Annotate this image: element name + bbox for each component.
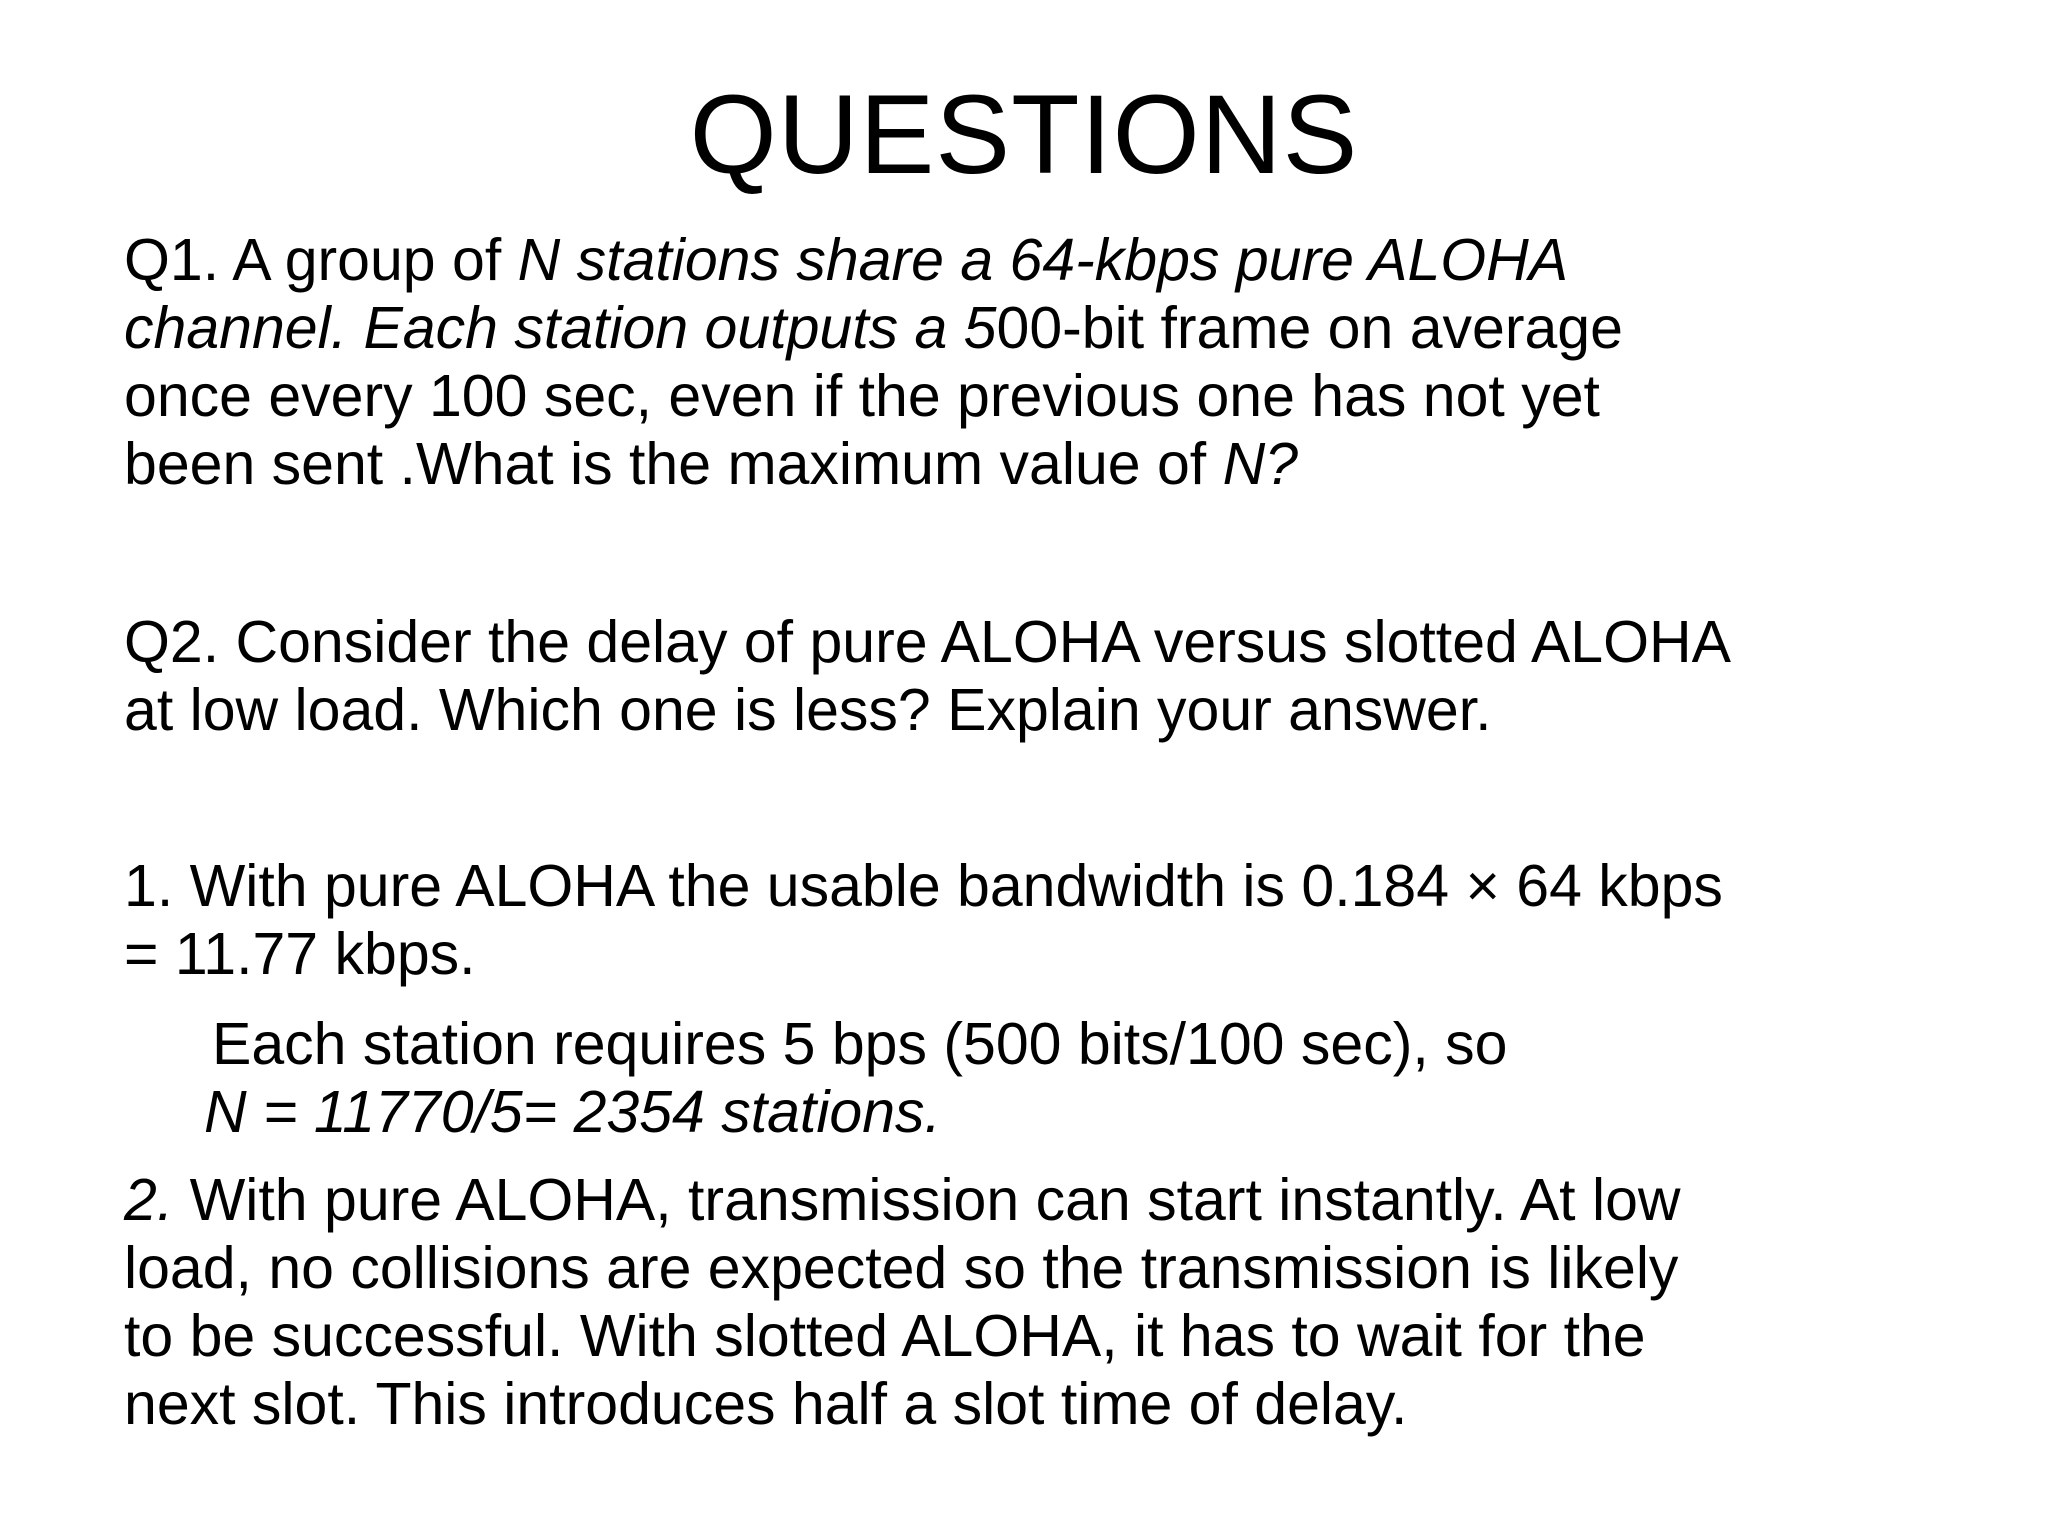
answer-1-continued xyxy=(124,1010,1984,1146)
a2-line-1-text: With pure ALOHA, transmission can start instantly. At low xyxy=(173,1167,1681,1233)
q2-line-1: Q2. Consider the delay of pure ALOHA versus slotted ALOHA xyxy=(124,609,1731,675)
slide-title: QUESTIONS xyxy=(689,72,1359,197)
a2-prefix-italic: 2. xyxy=(124,1167,174,1233)
q1-line-2-italic: channel. Each station outputs a 5 xyxy=(124,295,997,361)
a2-line-3: to be successful. With slotted ALOHA, it has to wait for the xyxy=(124,1303,1646,1369)
answer-1-text xyxy=(124,852,1984,988)
q1-line-3: once every 100 sec, even if the previous one has not yet xyxy=(124,363,1600,429)
q1-line-4 xyxy=(124,430,1984,498)
q1-line-1-italic: N stations share a 64-kbps pure ALOHA xyxy=(517,227,1569,293)
q1-line-1 xyxy=(124,226,1984,294)
question-2-text xyxy=(124,608,1984,744)
answer-2 xyxy=(124,1166,1984,1438)
q1-line-4-text: been sent .What is the maximum value of xyxy=(124,431,1223,497)
a2-line-4: next slot. This introduces half a slot time of delay. xyxy=(124,1371,1408,1437)
a1b-line-1: Each station requires 5 bps (500 bits/100 sec), so xyxy=(212,1011,1508,1077)
a2-line-1 xyxy=(124,1166,1984,1234)
answer-1-continued-text xyxy=(124,1010,1984,1146)
answer-2-text xyxy=(124,1166,1984,1438)
a1b-line-2-italic: N = 11770/5= 2354 stations. xyxy=(204,1079,941,1145)
question-2 xyxy=(124,608,1984,744)
q2-line-2: at low load. Which one is less? Explain your answer. xyxy=(124,677,1492,743)
a1b-line-2 xyxy=(204,1078,1984,1146)
answer-1 xyxy=(124,852,1984,988)
question-1-text xyxy=(124,226,1984,498)
a1-line-2: = 11.77 kbps. xyxy=(124,921,476,987)
a1-line-1: 1. With pure ALOHA the usable bandwidth is 0.184 × 64 kbps xyxy=(124,853,1723,919)
q1-line-1-text: Q1. A group of xyxy=(124,227,518,293)
question-1 xyxy=(124,226,1984,498)
q1-line-2-text: 00-bit frame on average xyxy=(996,295,1623,361)
q1-line-2 xyxy=(124,294,1984,362)
q1-line-4-italic: N? xyxy=(1222,431,1298,497)
a2-line-2: load, no collisions are expected so the transmission is likely xyxy=(124,1235,1679,1301)
